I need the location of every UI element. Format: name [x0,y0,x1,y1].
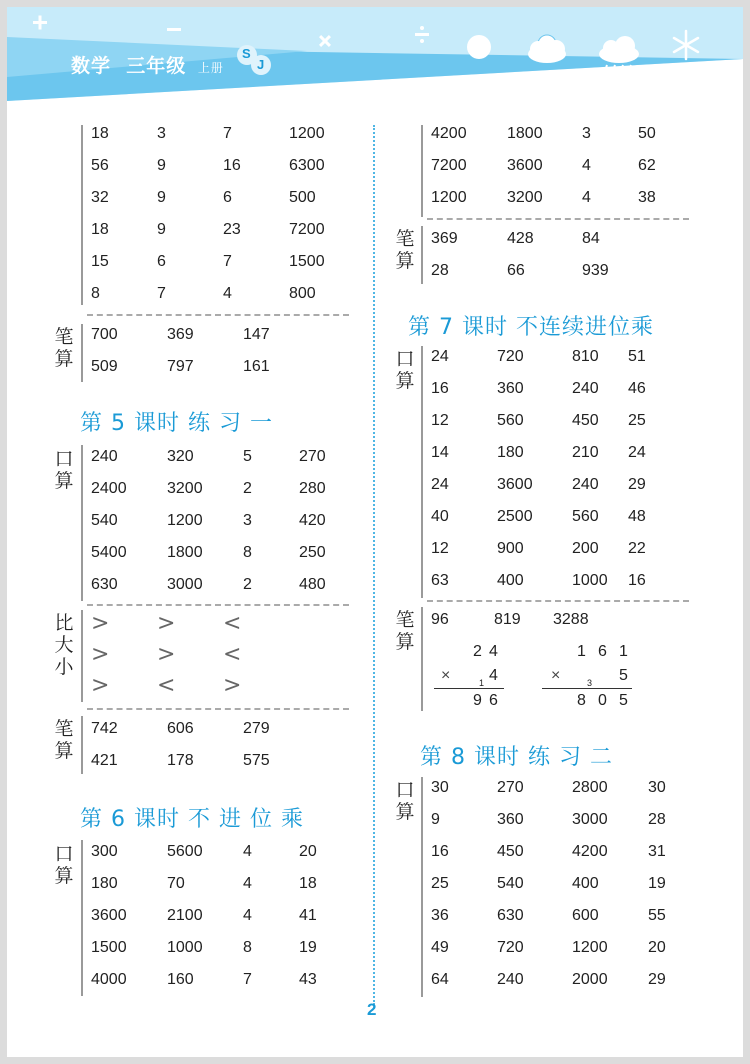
vm2-top-digit: 1 [619,643,628,660]
right-divider-1 [427,218,689,220]
number-cell: 3600 [507,157,543,174]
number-cell: 5400 [91,544,127,561]
number-cell: 18 [299,875,317,892]
lesson7-title: 第 7 课时 不连续进位乘 [408,315,654,340]
number-cell: 575 [243,752,270,769]
compare-bar [81,610,83,702]
number-cell: 25 [628,412,646,429]
number-cell: 428 [507,230,534,247]
number-cell: 560 [497,412,524,429]
number-cell: 32 [91,189,109,206]
vm1-top-digit: 4 [489,643,498,660]
number-cell: 3 [582,125,591,142]
number-cell: 28 [431,262,449,279]
vm2-carry: 3 [587,678,593,688]
number-cell: 939 [582,262,609,279]
number-cell: 40 [431,508,449,525]
number-cell: 4 [223,285,232,302]
number-cell: 360 [497,380,524,397]
number-cell: 180 [91,875,118,892]
number-cell: 19 [299,939,317,956]
answer-cell: 96 [431,611,449,628]
number-cell: 700 [91,326,118,343]
compare-sign: > [157,642,176,667]
number-cell: 4 [582,189,591,206]
number-cell: 720 [497,939,524,956]
number-cell: 420 [299,512,326,529]
vm2-result-digit: 8 [577,692,586,709]
number-cell: 4 [243,875,252,892]
number-cell: 1000 [572,572,608,589]
number-cell: 3000 [572,811,608,828]
number-cell: 250 [299,544,326,561]
lesson6-title: 第 6 课时 不 进 位 乘 [80,807,304,832]
number-cell: 3 [157,125,166,142]
number-cell: 20 [648,939,666,956]
vm1-result-digit: 9 [473,692,482,709]
number-cell: 270 [497,779,524,796]
number-cell: 560 [572,508,599,525]
right-bisuan2-bar [421,607,423,711]
number-cell: 720 [497,348,524,365]
number-cell: 279 [243,720,270,737]
number-cell: 31 [648,843,666,860]
number-cell: 421 [91,752,118,769]
number-cell: 4200 [572,843,608,860]
vm1-result-digit: 6 [489,692,498,709]
volume-label: 上册 [197,61,224,75]
number-cell: 1200 [572,939,608,956]
vm2-top-digit: 1 [577,643,586,660]
number-cell: 2000 [572,971,608,988]
number-cell: 369 [167,326,194,343]
compare-sign: < [157,673,176,698]
number-cell: 3200 [167,480,203,497]
number-cell: 1500 [289,253,325,270]
vm1-line [434,688,504,689]
number-cell: 5600 [167,843,203,860]
compare-sign: > [223,673,242,698]
number-cell: 14 [431,444,449,461]
number-cell: 4200 [431,125,467,142]
number-cell: 66 [507,262,525,279]
number-cell: 36 [431,907,449,924]
right-divider-2 [427,600,689,602]
number-cell: 270 [299,448,326,465]
number-cell: 160 [167,971,194,988]
number-cell: 320 [167,448,194,465]
number-cell: 38 [638,189,656,206]
page-number: 2 [367,1000,377,1019]
number-cell: 48 [628,508,646,525]
number-cell: 180 [497,444,524,461]
vm2-line [542,688,632,689]
vm1-times-sign: × [441,667,451,684]
number-cell: 300 [91,843,118,860]
subject-label: 数学 [71,55,112,77]
number-cell: 6 [223,189,232,206]
number-cell: 16 [223,157,241,174]
number-cell: 43 [299,971,317,988]
number-cell: 29 [648,971,666,988]
number-cell: 1500 [91,939,127,956]
vm1-carry: 1 [479,678,485,688]
number-cell: 3 [243,512,252,529]
number-cell: 8 [243,939,252,956]
number-cell: 1200 [167,512,203,529]
number-cell: 500 [289,189,316,206]
number-cell: 46 [628,380,646,397]
bisuan-label: 笔 算 [395,228,415,272]
badge-s: S [242,46,251,61]
number-cell: 2 [243,576,252,593]
left-top-bar [81,125,83,305]
number-cell: 3600 [497,476,533,493]
answer-cell: 819 [494,611,521,628]
sun-icon [467,35,491,59]
number-cell: 9 [157,157,166,174]
number-cell: 70 [167,875,185,892]
number-cell: 64 [431,971,449,988]
number-cell: 9 [157,189,166,206]
number-cell: 55 [648,907,666,924]
number-cell: 63 [431,572,449,589]
number-cell: 16 [431,380,449,397]
number-cell: 540 [91,512,118,529]
number-cell: 2800 [572,779,608,796]
number-cell: 9 [157,221,166,238]
lesson6-bar [81,840,83,996]
number-cell: 1200 [431,189,467,206]
number-cell: 400 [497,572,524,589]
number-cell: 810 [572,348,599,365]
compare-sign: > [91,642,110,667]
bisuan-label: 笔 算 [54,326,74,370]
number-cell: 178 [167,752,194,769]
number-cell: 1200 [289,125,325,142]
number-cell: 84 [582,230,600,247]
header-banner [7,7,743,103]
number-cell: 19 [648,875,666,892]
vm2-top-digit: 6 [598,643,607,660]
number-cell: 24 [628,444,646,461]
compare-sign: > [157,611,176,636]
number-cell: 900 [497,540,524,557]
number-cell: 360 [497,811,524,828]
number-cell: 450 [572,412,599,429]
number-cell: 29 [628,476,646,493]
number-cell: 8 [243,544,252,561]
lesson8-bar [421,777,423,997]
number-cell: 240 [572,476,599,493]
number-cell: 49 [431,939,449,956]
number-cell: 7 [157,285,166,302]
number-cell: 6300 [289,157,325,174]
number-cell: 480 [299,576,326,593]
number-cell: 4000 [91,971,127,988]
number-cell: 2100 [167,907,203,924]
number-cell: 7200 [289,221,325,238]
number-cell: 20 [299,843,317,860]
number-cell: 1000 [167,939,203,956]
number-cell: 50 [638,125,656,142]
number-cell: 1800 [167,544,203,561]
number-cell: 24 [431,476,449,493]
bisuan-label: 笔 算 [395,609,415,653]
number-cell: 450 [497,843,524,860]
number-cell: 15 [91,253,109,270]
number-cell: 630 [91,576,118,593]
number-cell: 4 [243,843,252,860]
left-divider-3 [87,708,349,710]
grade-label: 三年级 [126,55,187,77]
number-cell: 3600 [91,907,127,924]
number-cell: 742 [91,720,118,737]
number-cell: 18 [91,125,109,142]
number-cell: 369 [431,230,458,247]
kousuan-label: 口 算 [54,448,74,492]
number-cell: 210 [572,444,599,461]
right-bisuan1-bar [421,226,423,284]
number-cell: 7 [223,125,232,142]
number-cell: 6 [157,253,166,270]
number-cell: 400 [572,875,599,892]
answer-cell: 3288 [553,611,589,628]
column-divider [373,125,375,1005]
vm1-bottom-digit: 4 [489,667,498,684]
worksheet-page [7,7,743,1057]
number-cell: 200 [572,540,599,557]
number-cell: 23 [223,221,241,238]
left-divider-1 [87,314,349,316]
kousuan-label: 口 算 [54,843,74,887]
number-cell: 3200 [507,189,543,206]
number-cell: 24 [431,348,449,365]
number-cell: 62 [638,157,656,174]
number-cell: 25 [431,875,449,892]
left-bisuan2-bar [81,716,83,774]
left-divider-2 [87,604,349,606]
vm2-times-sign: × [551,667,561,684]
number-cell: 161 [243,358,270,375]
number-cell: 16 [431,843,449,860]
number-cell: 2400 [91,480,127,497]
number-cell: 12 [431,412,449,429]
right-top-bar [421,125,423,217]
badge-j: J [257,57,265,72]
number-cell: 18 [91,221,109,238]
number-cell: 30 [648,779,666,796]
kousuan-label: 口 算 [395,348,415,392]
lesson5-title: 第 5 课时 练 习 一 [80,411,273,436]
vm2-bottom-digit: 5 [619,667,628,684]
lesson5-bar [81,445,83,601]
number-cell: 240 [91,448,118,465]
number-cell: 41 [299,907,317,924]
number-cell: 1800 [507,125,543,142]
number-cell: 28 [648,811,666,828]
number-cell: 7 [243,971,252,988]
number-cell: 147 [243,326,270,343]
number-cell: 797 [167,358,194,375]
number-cell: 630 [497,907,524,924]
number-cell: 800 [289,285,316,302]
left-bisuan1-bar [81,324,83,382]
vm1-top-digit: 2 [473,643,482,660]
number-cell: 30 [431,779,449,796]
compare-sign: > [91,673,110,698]
number-cell: 51 [628,348,646,365]
compare-sign: < [223,642,242,667]
lesson7-bar [421,346,423,598]
kousuan-label: 口 算 [395,779,415,823]
number-cell: 3000 [167,576,203,593]
bisuan-label: 笔 算 [54,718,74,762]
compare-sign: < [223,611,242,636]
minus-icon [167,28,181,31]
number-cell: 7 [223,253,232,270]
number-cell: 2500 [497,508,533,525]
compare-label: 比 大 小 [54,612,74,678]
number-cell: 606 [167,720,194,737]
number-cell: 5 [243,448,252,465]
number-cell: 12 [431,540,449,557]
number-cell: 540 [497,875,524,892]
vm2-result-digit: 0 [598,692,607,709]
number-cell: 7200 [431,157,467,174]
number-cell: 509 [91,358,118,375]
compare-sign: > [91,611,110,636]
number-cell: 240 [572,380,599,397]
header-title [71,51,224,78]
number-cell: 280 [299,480,326,497]
number-cell: 2 [243,480,252,497]
number-cell: 22 [628,540,646,557]
number-cell: 56 [91,157,109,174]
number-cell: 8 [91,285,100,302]
lesson8-title: 第 8 课时 练 习 二 [420,745,613,770]
number-cell: 600 [572,907,599,924]
number-cell: 4 [243,907,252,924]
number-cell: 4 [582,157,591,174]
number-cell: 16 [628,572,646,589]
number-cell: 240 [497,971,524,988]
number-cell: 9 [431,811,440,828]
vm2-result-digit: 5 [619,692,628,709]
